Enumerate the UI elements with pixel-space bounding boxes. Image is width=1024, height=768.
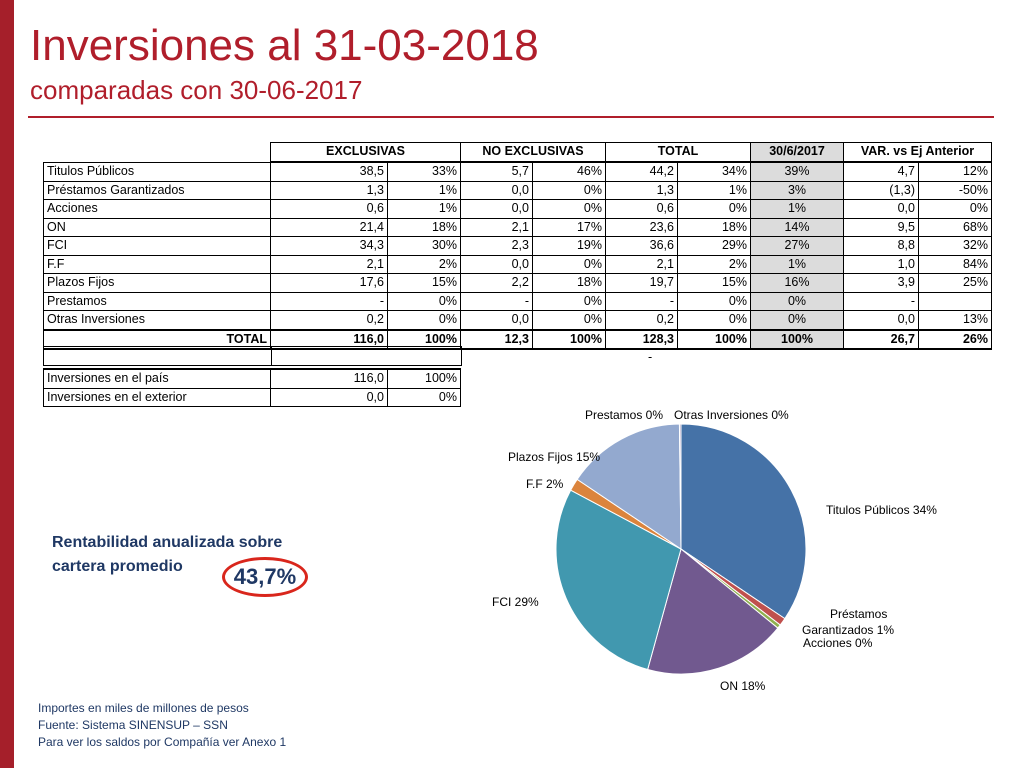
investments-table [43,162,992,350]
left-accent-bar [0,0,14,768]
exclusivas-value: 38,5 [271,163,388,182]
separator-row [43,346,991,366]
header-total: TOTAL [606,143,751,162]
prev-pct: 27% [751,237,844,256]
no-exclusivas-pct: 0% [533,311,606,330]
total-value: 2,1 [606,255,678,274]
var-pct: 13% [919,311,992,330]
var-value: 9,5 [844,218,919,237]
empty-cell [271,346,462,366]
no-exclusivas-value: - [461,292,533,311]
total-value: 0,6 [606,200,678,219]
total-pct: 0% [678,311,751,330]
header-no-exclusivas: NO EXCLUSIVAS [461,143,606,162]
no-exclusivas-value: 12,3 [461,330,533,350]
pie-label: Plazos Fijos 15% [508,450,601,464]
table-row [44,255,992,274]
no-exclusivas-pct: 18% [533,274,606,293]
pie-label: FCI 29% [492,595,539,609]
exclusivas-value: 116,0 [271,330,388,350]
row-label: Plazos Fijos [44,274,271,293]
exclusivas-pct: 100% [388,330,461,350]
var-pct: 84% [919,255,992,274]
var-pct [919,292,992,311]
no-exclusivas-pct: 0% [533,181,606,200]
location-label: Inversiones en el exterior [44,388,271,407]
no-exclusivas-value: 2,2 [461,274,533,293]
table-row [44,274,992,293]
var-pct: 68% [919,218,992,237]
no-exclusivas-pct: 46% [533,163,606,182]
rentabilidad-line2: cartera promedio [52,558,183,575]
no-exclusivas-pct: 0% [533,200,606,219]
exclusivas-pct: 1% [388,200,461,219]
no-exclusivas-pct: 17% [533,218,606,237]
row-label: F.F [44,255,271,274]
page-title: Inversiones al 31-03-2018 [30,21,539,70]
exclusivas-value: - [271,292,388,311]
no-exclusivas-pct: 100% [533,330,606,350]
exclusivas-value: 1,3 [271,181,388,200]
exclusivas-value: 0,6 [271,200,388,219]
exclusivas-value: 34,3 [271,237,388,256]
prev-pct: 16% [751,274,844,293]
exclusivas-pct: 0% [388,311,461,330]
rentabilidad-value: 43,7% [222,557,308,597]
prev-pct: 0% [751,292,844,311]
total-value: 19,7 [606,274,678,293]
var-pct: 26% [919,330,992,350]
table-row [44,311,992,330]
total-value: 23,6 [606,218,678,237]
total-pct: 2% [678,255,751,274]
prev-pct: 1% [751,255,844,274]
title-divider [28,116,994,118]
footer-line: Para ver los saldos por Compañía ver Anexo 1 [38,735,287,749]
no-exclusivas-value: 2,1 [461,218,533,237]
prev-pct: 3% [751,181,844,200]
var-value: 4,7 [844,163,919,182]
total-value: 1,3 [606,181,678,200]
total-pct: 34% [678,163,751,182]
exclusivas-pct: 30% [388,237,461,256]
table-row [44,163,992,182]
location-table [43,368,461,407]
row-label: Acciones [44,200,271,219]
no-exclusivas-pct: 0% [533,292,606,311]
var-pct: 12% [919,163,992,182]
total-pct: 1% [678,181,751,200]
total-pct: 0% [678,292,751,311]
var-value: 0,0 [844,200,919,219]
var-value: 8,8 [844,237,919,256]
table-row [44,200,992,219]
location-value: 116,0 [271,369,388,388]
row-label: Titulos Públicos [44,163,271,182]
var-value: 26,7 [844,330,919,350]
location-value: 0,0 [271,388,388,407]
rentabilidad-line1: Rentabilidad anualizada sobre [52,534,283,551]
prev-pct: 0% [751,311,844,330]
total-pct: 29% [678,237,751,256]
dash-mark: - [648,350,653,364]
total-value: - [606,292,678,311]
header-variation: VAR. vs Ej Anterior [844,143,992,162]
pie-label: Otras Inversiones 0% [674,408,789,422]
header-prev-period: 30/6/2017 [751,143,844,162]
row-label: Préstamos Garantizados [44,181,271,200]
table-row [44,181,992,200]
exclusivas-value: 2,1 [271,255,388,274]
pie-label: F.F 2% [526,477,564,491]
total-value: 128,3 [606,330,678,350]
portfolio-pie-chart [490,400,1000,700]
location-label: Inversiones en el país [44,369,271,388]
pie-label: ON 18% [720,679,766,693]
no-exclusivas-value: 0,0 [461,200,533,219]
row-label: TOTAL [44,330,271,350]
exclusivas-pct: 15% [388,274,461,293]
var-value: (1,3) [844,181,919,200]
total-value: 0,2 [606,311,678,330]
prev-pct: 39% [751,163,844,182]
total-value: 44,2 [606,163,678,182]
pie-label: Préstamos Garantizados 1% [802,607,895,637]
location-pct: 0% [388,388,461,407]
exclusivas-pct: 2% [388,255,461,274]
prev-pct: 14% [751,218,844,237]
page-subtitle: comparadas con 30-06-2017 [30,75,363,105]
no-exclusivas-value: 0,0 [461,181,533,200]
no-exclusivas-value: 5,7 [461,163,533,182]
pie-label: Acciones 0% [803,636,873,650]
exclusivas-pct: 33% [388,163,461,182]
var-value: - [844,292,919,311]
no-exclusivas-value: 0,0 [461,255,533,274]
column-header-table [270,142,992,162]
table-row [44,218,992,237]
empty-cell [43,346,272,366]
row-label: FCI [44,237,271,256]
exclusivas-pct: 18% [388,218,461,237]
row-label: Otras Inversiones [44,311,271,330]
var-pct: 25% [919,274,992,293]
no-exclusivas-value: 2,3 [461,237,533,256]
pie-label: Prestamos 0% [585,408,664,422]
total-pct: 18% [678,218,751,237]
var-pct: -50% [919,181,992,200]
exclusivas-value: 17,6 [271,274,388,293]
exclusivas-pct: 0% [388,292,461,311]
table-row [44,237,992,256]
no-exclusivas-pct: 19% [533,237,606,256]
row-label: Prestamos [44,292,271,311]
location-pct: 100% [388,369,461,388]
total-pct: 0% [678,200,751,219]
pie-label: Titulos Públicos 34% [826,503,937,517]
no-exclusivas-pct: 0% [533,255,606,274]
prev-pct: 1% [751,200,844,219]
footer-line: Importes en miles de millones de pesos [38,701,249,715]
exclusivas-value: 0,2 [271,311,388,330]
no-exclusivas-value: 0,0 [461,311,533,330]
prev-pct: 100% [751,330,844,350]
total-pct: 100% [678,330,751,350]
exclusivas-value: 21,4 [271,218,388,237]
row-label: ON [44,218,271,237]
header-exclusivas: EXCLUSIVAS [271,143,461,162]
footer-line: Fuente: Sistema SINENSUP – SSN [38,718,228,732]
total-value: 36,6 [606,237,678,256]
var-value: 1,0 [844,255,919,274]
table-row [44,292,992,311]
total-pct: 15% [678,274,751,293]
var-value: 0,0 [844,311,919,330]
table-row [44,388,461,407]
footer-notes [38,700,286,751]
var-value: 3,9 [844,274,919,293]
exclusivas-pct: 1% [388,181,461,200]
table-row [44,369,461,388]
var-pct: 32% [919,237,992,256]
var-pct: 0% [919,200,992,219]
